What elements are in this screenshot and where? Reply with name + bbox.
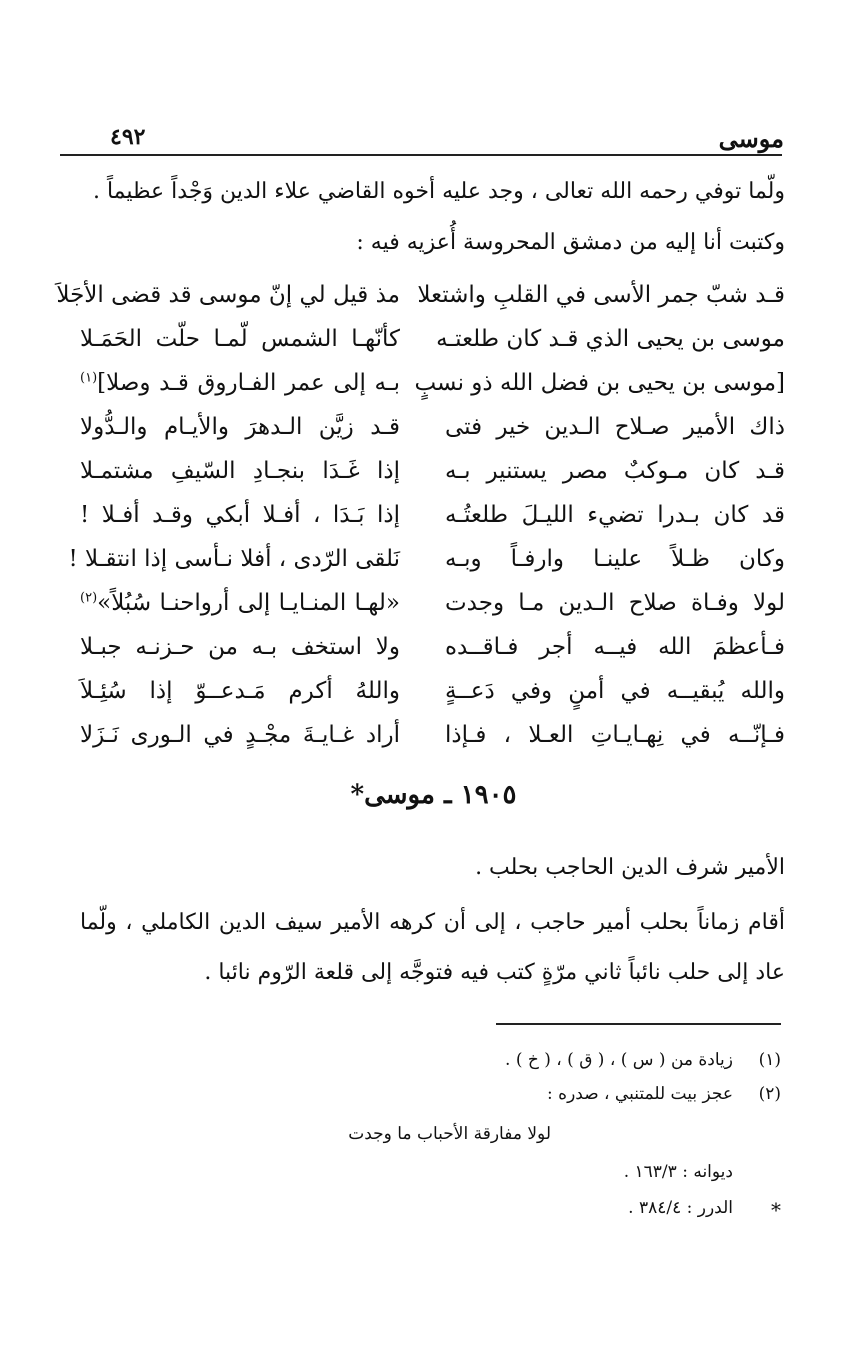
footnote-text: زيادة من ( س ) ، ( ق ) ، ( خ ) . xyxy=(505,1050,733,1070)
verse-first-hemistich: موسى بن يحيى الذي قـد كان طلعتـه xyxy=(436,326,785,352)
footnote-mark: * xyxy=(771,1198,781,1222)
verse-second-hemistich: مذ قيل لي إنّ موسى قد قضى الأجَلاَ xyxy=(56,282,400,308)
verse-first-hemistich: وكان ظـلاً علينـا وارفـاً وبـه xyxy=(445,546,785,572)
footnote-mark: (١) xyxy=(758,1050,781,1070)
verse-first-hemistich: فـإنّــه في نِهـايـاتِ العـلا ، فـإذا xyxy=(445,722,785,748)
footnote-reference: (٢) xyxy=(80,590,98,606)
footnote-text: الدرر : ٣٨٤/٤ . xyxy=(628,1198,733,1218)
quoted-verse-text: لولا مفارقة الأحباب ما وجدت xyxy=(348,1124,551,1144)
running-head xyxy=(62,122,784,156)
source-text: ديوانه : ١٦٣/٣ . xyxy=(623,1162,733,1182)
footnote-reference: (١) xyxy=(80,370,98,386)
footnote-quoted-verse xyxy=(81,1118,781,1162)
verse-first-hemistich: قد كان بـدرا تضيء الليـلَ طلعتُـه xyxy=(445,502,785,528)
paragraph-elegy-intro: وكتبت أنا إليه من دمشق المحروسة أُعزيه فيه : xyxy=(356,230,785,255)
verse-second-hemistich: إذا غَـدَا بنجـادِ السّيفِ مشتمـلا xyxy=(80,458,400,484)
verse-first-hemistich: [موسى بن يحيى بن فضل الله ذو نسبٍ xyxy=(414,370,785,396)
verse-first-hemistich: لولا وفـاة صلاح الـدين مـا وجدت xyxy=(445,590,785,616)
poem-verse xyxy=(68,546,785,590)
poem-verse xyxy=(80,370,785,414)
footnote-source xyxy=(81,1162,781,1198)
poem-verse xyxy=(80,722,785,766)
poem-verse xyxy=(80,634,785,678)
verse-second-hemistich: نَلقى الرّدى ، أفلا نـأسى إذا انتقـلا ! xyxy=(68,546,400,572)
poem-verse xyxy=(80,502,785,546)
verse-second-hemistich: كأنّهـا الشمس لّمـا حلّت الحَمَـلا xyxy=(80,326,400,352)
footnote-1 xyxy=(81,1050,781,1084)
footnote-mark: (٢) xyxy=(758,1084,781,1104)
poem-verse xyxy=(80,678,785,722)
verse-second-hemistich: واللهُ أكرم مَـدعــوّ إذا سُئِـلاَ xyxy=(80,678,400,704)
verse-second-hemistich xyxy=(80,370,400,396)
footnotes xyxy=(81,1050,781,1232)
hemistich-text: «لهـا المنـايـا إلى أرواحنـا سُبُلاً» xyxy=(97,590,400,616)
verse-first-hemistich: والله يُبقيــه في أمنٍ وفي دَعــةٍ xyxy=(445,678,785,704)
footnote-text: عجز بيت للمتنبي ، صدره : xyxy=(547,1084,733,1104)
entry-biography: أقام زماناً بحلب أمير حاجب ، إلى أن كرهه الأمير سيف الدين الكاملي ، ولّما عاد إلى حلب نائباً ثاني مرّةٍ كتب فيه فتوجَّه إلى قلعة الرّوم نائبا . xyxy=(80,910,785,985)
verse-first-hemistich: فـأعظمَ الله فيــه أجر فـاقــده xyxy=(445,634,785,660)
poem-verse xyxy=(56,282,785,326)
hemistich-text: بـه إلى عمر الفـاروق قـد وصلا] xyxy=(97,370,400,396)
verse-first-hemistich: قـد كان مـوكبٌ مصر يستنير بـه xyxy=(445,458,785,484)
verse-first-hemistich: ذاك الأمير صـلاح الـدين خير فتى xyxy=(445,414,785,440)
page-number: ٤٩٢ xyxy=(110,124,146,150)
elegy-poem xyxy=(56,282,785,762)
entry-heading: ١٩٠٥ ـ موسى* xyxy=(350,780,517,810)
entry-title-line: الأمير شرف الدين الحاجب بحلب . xyxy=(475,855,785,880)
poem-verse xyxy=(80,458,785,502)
poem-verse xyxy=(80,326,785,370)
poem-verse xyxy=(80,590,785,634)
footnote-star xyxy=(81,1198,781,1232)
footnote-2 xyxy=(81,1084,781,1118)
poem-verse xyxy=(80,414,785,458)
verse-second-hemistich: إذا بَـدَا ، أفـلا أبكي وقـد أفـلا ! xyxy=(80,502,400,528)
running-title: موسى xyxy=(718,124,784,153)
header-rule xyxy=(60,154,782,156)
footnote-rule xyxy=(496,1023,781,1025)
paragraph-death-notice: ولّما توفي رحمه الله تعالى ، وجد عليه أخوه القاضي علاء الدين وَجْداً عظيماً . xyxy=(92,179,785,204)
verse-second-hemistich xyxy=(80,590,400,616)
verse-second-hemistich: ولا استخف بـه من حـزنـه جبـلا xyxy=(80,634,400,660)
verse-first-hemistich: قـد شبّ جمر الأسى في القلبِ واشتعلا xyxy=(417,282,785,308)
verse-second-hemistich: أراد غـايـةَ مجْـدٍ في الـورى نَـزَلا xyxy=(80,722,400,748)
verse-second-hemistich: قـد زيَّن الـدهرَ والأيـام والـدُّولا xyxy=(80,414,400,440)
